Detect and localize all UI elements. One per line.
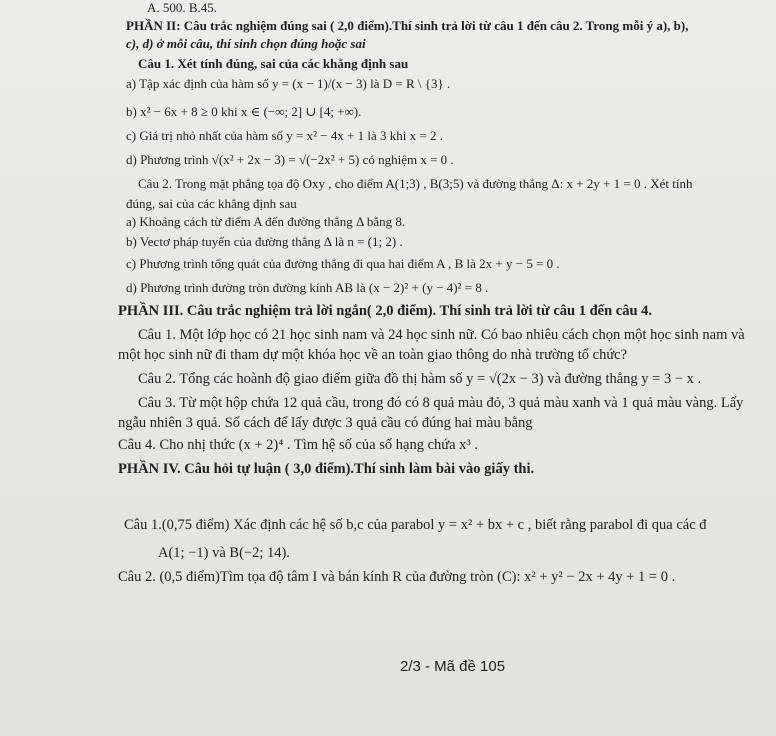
part-4-question-2: Câu 2. (0,5 điểm)Tìm tọa độ tâm I và bán kính R của đường tròn (C): x² + y² − 2x + 4y + 1 = 0 . [118, 569, 676, 585]
part-2-question-1: Câu 1. Xét tính đúng, sai của các khẳng định sau [138, 56, 409, 71]
part-3-q3-continuation: ngẫu nhiên 3 quả. Số cách để lấy được 3 quả cầu có đúng hai màu bằng [118, 415, 533, 431]
part-2-q2-item-c: c) Phương trình tổng quát của đường thẳng đi qua hai điểm A , B là 2x + y − 5 = 0 . [126, 256, 560, 271]
part-2-q2-item-d: d) Phương trình đường tròn đường kính AB là (x − 2)² + (y − 4)² = 8 . [126, 280, 489, 295]
part-3-heading: PHẦN III. Câu trắc nghiệm trả lời ngắn( 2,0 điểm). Thí sinh trả lời từ câu 1 đến câu 4. [118, 303, 653, 319]
part-3-question-1: Câu 1. Một lớp học có 21 học sinh nam và 24 học sinh nữ. Có bao nhiêu cách chọn một học sinh nam và [138, 327, 745, 343]
part-3-question-3: Câu 3. Từ một hộp chứa 12 quả cầu, trong đó có 8 quả màu đỏ, 3 quả màu xanh và 1 quả màu vàng. Lấy [138, 395, 744, 411]
part-2-heading: PHẦN II: Câu trắc nghiệm đúng sai ( 2,0 điểm).Thí sinh trả lời từ câu 1 đến câu 2. Trong mỗi ý a), b), [126, 18, 689, 33]
part-2-q1-item-d: d) Phương trình √(x² + 2x − 3) = √(−2x² + 5) có nghiệm x = 0 . [126, 152, 454, 167]
part-3-question-2: Câu 2. Tổng các hoành độ giao điểm giữa đồ thị hàm số y = √(2x − 3) và đường thẳng y = 3 − x . [138, 371, 702, 387]
part-2-q1-item-c: c) Giá trị nhỏ nhất của hàm số y = x² − 4x + 1 là 3 khi x = 2 . [126, 128, 444, 143]
part-4-question-1: Câu 1.(0,75 điểm) Xác định các hệ số b,c của parabol y = x² + bx + c , biết rằng parabol đi qua các đ [124, 517, 707, 533]
part-2-q2-item-a: a) Khoảng cách từ điểm A đến đường thẳng Δ bằng 8. [126, 214, 406, 229]
part-2-q2-item-b: b) Vectơ pháp tuyến của đường thẳng Δ là n = (1; 2) . [126, 234, 403, 249]
part-3-question-4: Câu 4. Cho nhị thức (x + 2)⁴ . Tìm hệ số của số hạng chứa x³ . [118, 437, 479, 453]
part-3-q1-continuation: một học sinh nữ đi tham dự một khóa học về an toàn giao thông do nhà trường tổ chức? [118, 347, 628, 363]
page-footer: 2/3 - Mã đề 105 [400, 658, 506, 675]
previous-answers-line: A. 500. B.45. [147, 0, 218, 15]
part-2-question-2: Câu 2. Trong mặt phẳng tọa độ Oxy , cho điểm A(1;3) , B(3;5) và đường thẳng Δ: x + 2y + 1 = 0 . Xét tính [138, 176, 693, 191]
part-2-q2-continuation: đúng, sai của các khẳng định sau [126, 196, 297, 211]
part-2-instructions: c), d) ở mỗi câu, thí sinh chọn đúng hoặc sai [126, 36, 366, 51]
part-4-q1-points: A(1; −1) và B(−2; 14). [158, 545, 290, 561]
part-2-q1-item-a: a) Tập xác định của hàm số y = (x − 1)/(x − 3) là D = R \ {3} . [126, 76, 451, 91]
part-2-q1-item-b: b) x² − 6x + 8 ≥ 0 khi x ∈ (−∞; 2] ∪ [4; +∞). [126, 104, 362, 119]
part-4-heading: PHẦN IV. Câu hỏi tự luận ( 3,0 điểm).Thí sinh làm bài vào giấy thi. [118, 461, 535, 477]
